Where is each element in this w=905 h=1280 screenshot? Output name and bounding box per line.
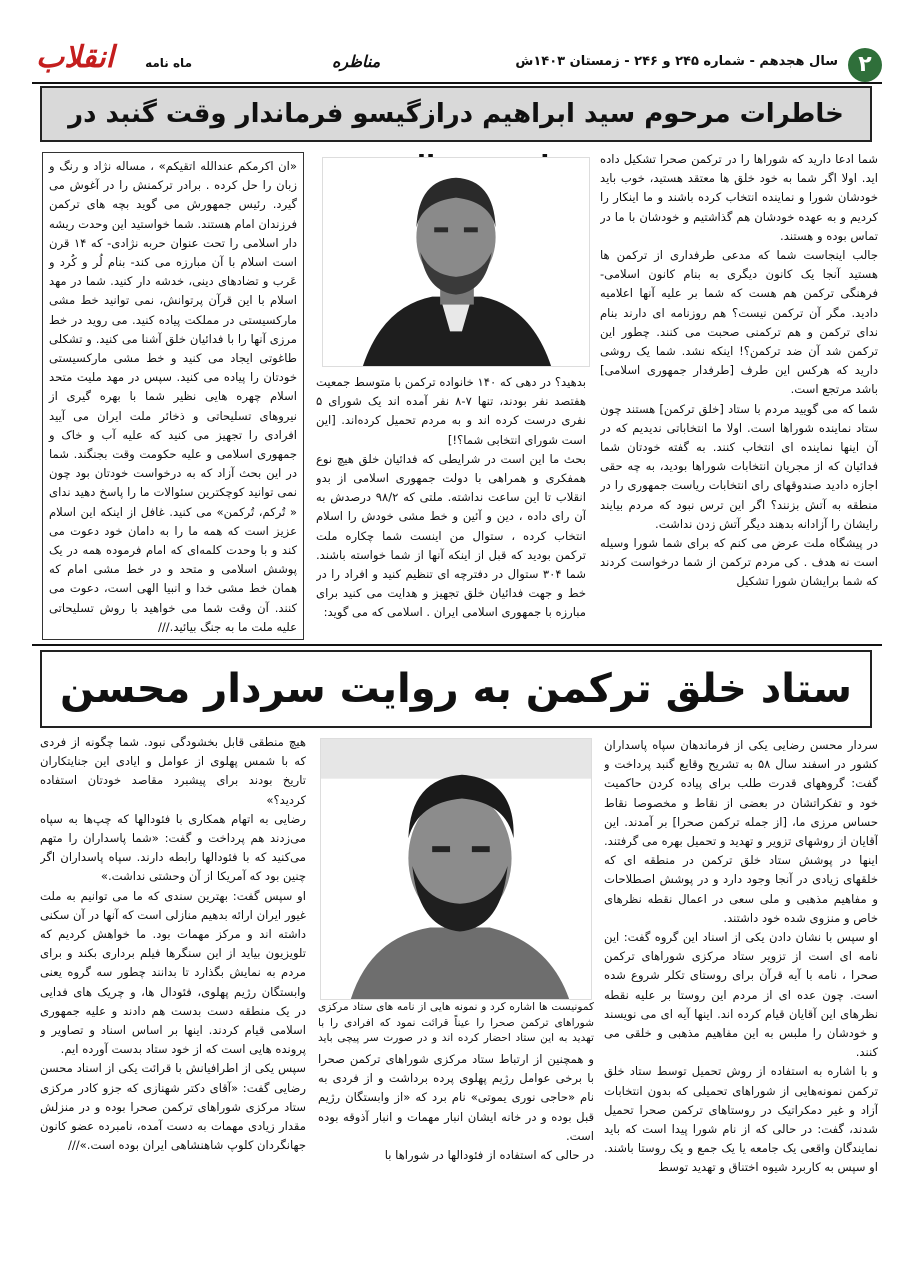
article1-column-left: «ان اکرمکم عندالله اتقیکم» ، مساله نژاد و رنگ و زبان را حل کرده . برادر ترکمنش را در آغوش می گیرد. رئیس جمهورش می گوید بچه های ترکمن فرزندان امام هستند. شما خواستید این وحدت ریشه دار اسلامی را تحت عنوان حربه نژادی- که ۱۴ قرن است اسلام با آن مبارزه می کند- بنام لُر و کُرد و عَرب و تضادهای دینی، خدشه دار کنید. شما در مهد اسلام با این قرآن پرتوانش، نمی توانید خط مشی مارکسیستی در مملکت پیاده کنید. می روید در خط مرزی آنها را با فدائیان خلق آشنا می کنید. و تشکلی طاغوتی ایجاد می کنید و خط مشی مارکسیستی خودتان را پیاده می کنید. سپس در مهد ملیت متحد اسلام چهره هایی نظیر شما با بهره گیری از نیروهای تسلیحاتی و ذخائر ملت ایران می آیید افرادی را تجهیز می کنید که علیه آب و خاک و جمهوری اسلامی و علیه حکومت وقت بجنگند. شما در این بحث آزاد که به درخواست خودتان بود چون نمی توانید کوچکترین سئوالات ما را پاسخ دهید ندای « تُرکم، تُرکمن» می کنید. غافل از اینکه این اسلام عزیز است که همه ما را به دامان خود دعوت می کند و با وحدت کلمه‌ای که امام فرموده همه در یک پوشش اسلامی و متحد و در خط مشی امام که همان خط مشی خدا و انبیا الهی است، دعوت می کنند. آن وقت شما می خواهید با روش تسلیحاتی علیه ملت ما به جنگ بیائید./// bbox=[42, 152, 304, 640]
article2-portrait-photo bbox=[320, 738, 592, 1000]
article1-title: خاطرات مرحوم سید ابراهیم درازگیسو فرماندار وقت گنبد در bbox=[40, 86, 872, 142]
article2-column-left: هیچ منطقی قابل بخشودگی نبود. شما چگونه از فردی که با شمس پهلوی از عوامل و ایادی این جنایتکاران تاریخ بودند برای پیشبرد مقاصد خودتان استفاده کردید؟» رضایی به اتهام همکاری با فئودالها که چپ‌ها به سپاه می‌زدند هم پرداخت و گفت: «شما پاسداران را متهم می‌کنید که با فئودالها رابطه دارند. سپاه پاسداران اگر چنین بود که آمریکا از آن وحشتی نداشت.» او سپس گفت: بهترین سندی که ما می توانیم به ملت غیور ایران ارائه بدهیم منازلی است که آنها در آن سکنی داشته اند و مرکز مهمات بود. ما خواهش کردیم که تلویزیون بیاید از این سنگرها فیلم برداری بکند و برای مردم به نمایش بگذارد تا بدانند چطور سه گروه یعنی وابستگان رژیم پهلوی، فئودال ها، و چریک های فدایی در یک منطقه دست بدست هم دادند و علیه جمهوری اسلامی قیام کردند. اینها بر اساس اسناد و تصاویر و پرونده هایی است که از خود ستاد بدست آورده ایم. سپس یکی از اطرافیانش با قرائت یکی از اسناد محسن رضایی گفت: «آقای دکتر شهنازی که جزو کادر مرکزی ستاد مرکزی شوراهای ترکمن صحرا بوده و در منزلش مقدار زیادی مهمات به دست آمده، نامبرده عضو کانون جهانگردان کلوپ شاهنشاهی ایران بوده است.»/// bbox=[40, 735, 306, 1153]
article1-portrait-photo bbox=[322, 157, 590, 367]
article2-column-middle: و همچنین از ارتباط ستاد مرکزی شوراهای ترکمن صحرا با برخی عوامل رژیم پهلوی پرده برداشت و از فردی به نام «حاجی نوری یموتی» نام برد که «از وابستگان رژیم قبل بوده و در خانه ایشان انبار مهمات و انبار آذوقه بوده است. در حالی که استفاده از فئودالها در شوراها با bbox=[318, 1052, 594, 1163]
article2-title: ستاد خلق ترکمن به روایت سردار محسن bbox=[40, 650, 872, 728]
article2-column-right: سردار محسن رضایی یکی از فرماندهان سپاه پاسداران کشور در اسفند سال ۵۸ به تشریح وقایع گنبد پرداخت و گفت: گروههای قدرت طلب برای پیاده کردن حاکمیت خود و تفکراتشان در بعضی از نقاط و مخصوصا نقاط حساس مرزی ما، [از جمله ترکمن صحرا] بر آمدند. این آقایان از روشهای تزویر و تهدید و تحمیل بهره می گرفتند. اینها در پوشش ستاد خلق ترکمن در منطقه ای که خلقهای زیادی در آنجا وجود دارد و در پوشش اصطلاحات و مفاهیم مذهبی و ملی سعی در اعمال نقطه نظرهای خاص و منزوی شده خود داشتند. او سپس با نشان دادن یکی از اسناد این گروه گفت: این نامه ای است از تزویر ستاد مرکزی شوراهای ترکمن صحرا ، نامه با آیه قرآن برای روستای تکلر شروع شده است. چون عده ای از مردم این روستا بر علیه نقطه نظرهای این آقایان قیام کرده اند. اینها آیه ای می نویسند و خودشان را ملبس به این مفاهیم مذهبی و خلقی می کنند. و با اشاره به استفاده از روش تحمیل توسط ستاد خلق ترکمن نمونه‌هایی از شوراهای تحمیلی که بدون انتخابات آزاد و غیر دمکراتیک در روستاهای ترکمن صحرا تحمیل شدند، گفت: در حالی که از نام شورا پیدا است که باید نمایندگان واقعی یک جامعه یا یک جمع و یک روستا باشند. او سپس به کاربرد شیوه اختناق و تهدید توسط bbox=[604, 738, 878, 1175]
article1-column-right: شما ادعا دارید که شوراها را در ترکمن صحرا تشکیل داده اید. اولا اگر شما به خود خلق ها معتقد هستید، خوب باید خودشان شورا و نماینده انتخاب کرده باشند و ما اینکار را کردیم و به عهده خودشان هم گذاشتیم و خودشان با ما در تماس بوده و هستند. جالب اینجاست شما که مدعی طرفداری از ترکمن ها هستید آنجا یک کانون دیگری به بنام کانون اسلامی- فرهنگی ترکمن هم هست که شما بر علیه آنها اعلامیه دادید. مگر آن ترکمن نیست؟ هم روزنامه ای دارند بنام ندای ترکمن و هم ترکمنی صحبت می کنند. چطور این ترکمن شد آن ضد ترکمن؟! اینکه نشد. شما یک روشی دارید که هرکس این طرف [طرفدار جمهوری اسلامی] باشد مرتجع است. شما که می گویید مردم با ستاد [خلق ترکمن] هستند چون ستاد نماینده شوراها است. اولا ما انتخاباتی ندیدیم که در آن اینها نماینده ای انتخاب کنند. به گفته خودتان شما فدائیان که از مجریان انتخابات شوراها بودید، به چه حقی اجازه دادید صندوقهای رای انتخابات ریاست جمهوری را در منطقه به آتش بزنند؟ اگر این ترس نبود که مردم بیایند رایشان را آزادانه بدهند دیگر آتش زدن نداشت. در پیشگاه ملت عرض می کنم که برای شما شورا وسیله است نه هدف . کی مردم ترکمن از شما درخواست کردند که شما برایشان شورا تشکیل bbox=[600, 152, 878, 589]
masthead bbox=[32, 40, 882, 82]
brand bbox=[32, 40, 192, 82]
section-name: مناظره bbox=[332, 52, 381, 71]
article2-photo-caption: کمونیست ها اشاره کرد و نمونه هایی از نامه های ستاد مرکزی شوراهای ترکمن صحرا را عیناً قرائت نمود که افرادی را با تهدید به این ستاد احضار کرده اند و در صورت سر پیچی باید bbox=[318, 1001, 594, 1044]
portrait-photo-icon bbox=[323, 158, 589, 366]
section-divider bbox=[32, 644, 882, 646]
brand-label: ماه نامه bbox=[145, 56, 192, 70]
brand-logo: انقلاب bbox=[36, 40, 115, 75]
issue-line: سال هجدهم - شماره ۲۴۵ و ۲۴۶ - زمستان ۱۴۰۳ش bbox=[515, 54, 838, 69]
header-rule bbox=[32, 82, 882, 84]
portrait-photo-icon bbox=[321, 739, 591, 999]
article1-column-middle: بدهید؟ در دهی که ۱۴۰ خانواده ترکمن با متوسط جمعیت هفتصد نفر بودند، تنها ۷-۸ نفر آمده اند یک شورای ۵ نفری درست کرده اند و به مردم تحمیل کرده‌اند. [این است شورای انتخابی شما؟!] بحث ما این است در شرایطی که فدائیان خلق هیچ نوع همفکری و همراهی با دولت جمهوری اسلامی از بدو انقلاب تا این ساعت نداشته. ملتی که ۹۸/۲ درصدش به آن رای داده ، دین و آئین و خط مشی خودش را اسلام انتخاب کرده ، ستوال من اینست شما چکاره ملت ترکمن بودید که قبل از اینکه آنها از شما خواسته باشند. شما ۳۰۴ ستوال در دفترچه ای تنظیم کنید و افراد را در خط و جهت فدائیان خلق تجهیز و هدایت می کنید برای مبارزه با جمهوری اسلامی ایران . اسلامی که می گوید: bbox=[316, 375, 586, 620]
page-number-badge: ۲ bbox=[848, 48, 882, 82]
